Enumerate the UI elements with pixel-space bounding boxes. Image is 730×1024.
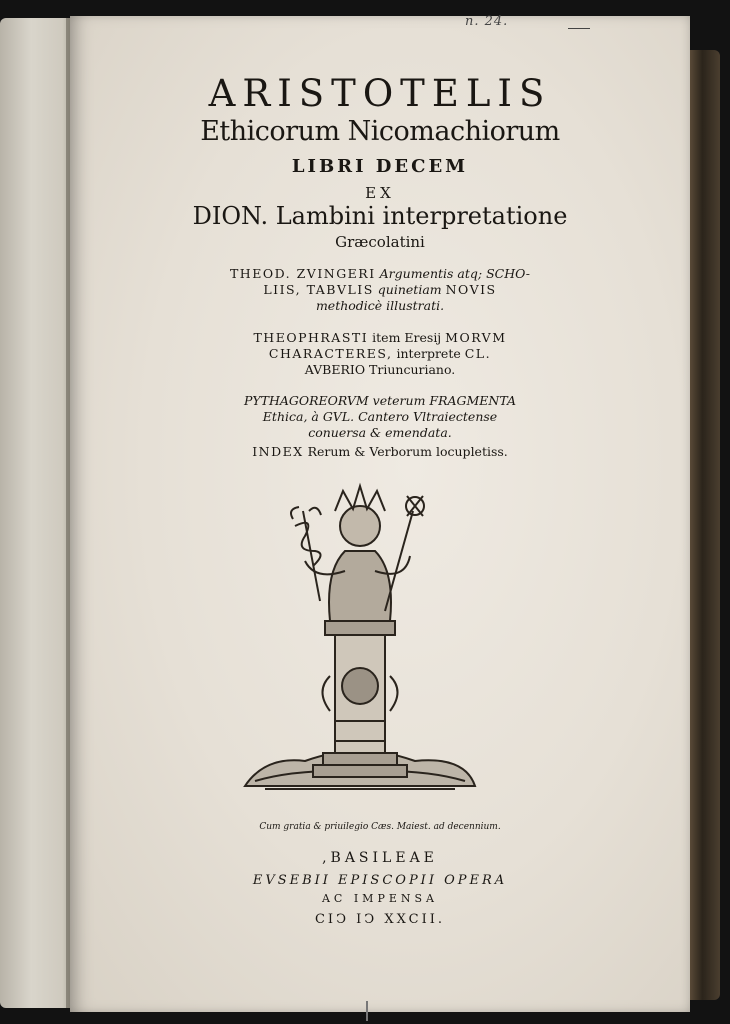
- zwinger-name: THEOD. ZVINGERI: [229, 266, 376, 281]
- title-ex: EX: [365, 184, 395, 202]
- page-crease: [366, 1001, 368, 1021]
- woodcut-caduceus: [291, 507, 321, 601]
- title-books: LIBRI DECEM: [291, 156, 469, 177]
- pythagoreorum-line-2: Ethica, à GVL. Cantero Vltraiectense: [262, 409, 498, 424]
- index-word: INDEX: [252, 444, 304, 459]
- zwinger-novis: NOVIS: [445, 282, 497, 297]
- zwinger-tabulis: LIIS, TABVLIS: [263, 282, 374, 297]
- theophrasti-line-3: AVBERIO Triuncuriano.: [304, 362, 456, 377]
- theophrasti-characteres: CHARACTERES,: [268, 346, 393, 361]
- index-rest: Rerum & Verborum locupletiss.: [307, 444, 508, 459]
- theophrasti-interprete: interprete: [396, 346, 461, 361]
- imprint-date: CIↃ IↃ XXCII.: [314, 912, 445, 927]
- manuscript-note: n. 24.: [465, 14, 509, 29]
- emblem-woodcut: [235, 471, 485, 816]
- woodcut-column: [313, 621, 407, 777]
- pythagoreorum-block: [70, 393, 690, 441]
- imprint-printer: EVSEBII EPISCOPII OPERA: [252, 873, 508, 888]
- theophrasti-line-1: [70, 330, 690, 346]
- zwinger-block: [70, 266, 690, 314]
- theophrasti-name: THEOPHRASTI: [253, 330, 369, 345]
- imprint-expense: AC IMPENSA: [321, 892, 438, 905]
- theophrasti-cl: CL.: [464, 346, 492, 361]
- imprint-place: ,BASILEAE: [322, 850, 438, 866]
- theophrasti-line-2: [70, 346, 690, 362]
- woodcut-scepter: [385, 496, 424, 611]
- title-author: ARISTOTELIS: [208, 72, 552, 115]
- pythagoreorum-line-1: PYTHAGOREORVM veterum FRAGMENTA: [243, 393, 517, 408]
- zwinger-line-3: methodicè illustrati.: [315, 298, 445, 313]
- theophrasti-morum: MORVM: [445, 330, 507, 345]
- translator-line: DION. Lambini interpretatione: [192, 202, 568, 230]
- graecolatini-line: Græcolatini: [335, 233, 425, 251]
- index-line: [70, 444, 690, 460]
- pythagoreorum-line-3: conuersa & emendata.: [308, 425, 452, 440]
- theophrasti-block: [70, 330, 690, 378]
- manuscript-dash: [568, 28, 590, 29]
- theophrasti-eresij: item Eresij: [372, 330, 442, 345]
- title-work: Ethicorum Nicomachiorum: [200, 116, 560, 147]
- zwinger-line-2: [70, 282, 690, 298]
- zwinger-quinetiam: quinetiam: [377, 282, 442, 297]
- zwinger-line-1: [70, 266, 690, 282]
- title-page: [70, 16, 690, 1012]
- zwinger-argumentis: Argumentis atq; SCHO-: [379, 266, 531, 281]
- privilege-line: Cum gratia & priuilegio Cæs. Maiest. ad decennium.: [259, 822, 501, 832]
